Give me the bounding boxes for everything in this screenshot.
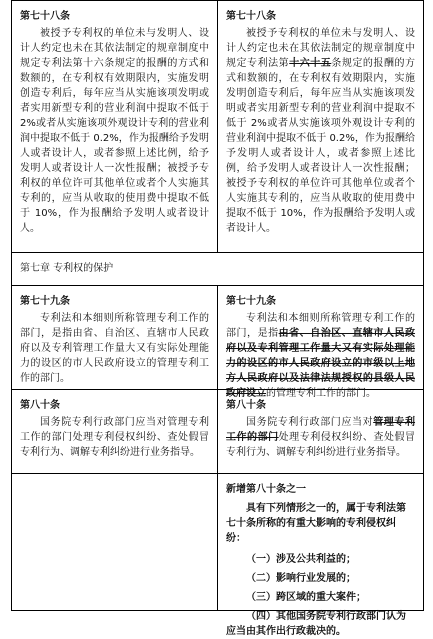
list-item: （一）涉及公共利益的； (246, 554, 356, 565)
comparison-table (11, 0, 424, 637)
deleted-text: 管理专利工作的部门 (226, 417, 416, 443)
deleted-text: 十六十五 (289, 58, 332, 69)
chapter-row (12, 253, 423, 286)
list-item: （四）其他国务院专利行政部门认为应当由其作出行政裁决的。 (226, 611, 406, 637)
article-body: 国务院专利行政部门应当对管理专利工作的部门处理专利侵权纠纷、查处假冒专利行为、调解专利纠纷进行业务指导。 (20, 417, 209, 458)
article-body (226, 415, 415, 460)
article-title: 第八十条 (20, 400, 60, 411)
article-title: 第七十八条 (226, 11, 276, 22)
chapter-heading (12, 253, 423, 285)
body-text: 处理专利侵权纠纷、查处假冒专利行为、调解专利纠纷进行业务指导。 (226, 432, 416, 458)
article-title: 第七十九条 (226, 296, 276, 307)
deleted-text: 由省、自治区、直辖市人民政府以及专利管理工作量大又有实际处理能力的设区的市人民政府设立的市级以上地方人民政府以及法律法规授权的县级人民政府设立 (226, 328, 416, 399)
list-item: （二）影响行业发展的； (246, 573, 356, 584)
table-row (12, 1, 423, 253)
revised-article-78 (218, 1, 423, 252)
original-empty-cell (12, 474, 218, 610)
table-row (12, 474, 423, 637)
article-body (226, 26, 415, 236)
body-text: 的管理专利工作的部门。 (266, 388, 376, 399)
chapter-title: 第七章 专利权的保护 (20, 263, 114, 274)
article-intro: 具有下列情形之一的，属于专利法第七十条所称的有重大影响的专利侵权纠纷： (226, 503, 406, 544)
article-body (226, 311, 415, 401)
list-item: （三）跨区域的重大案件； (246, 592, 366, 603)
body-text: 专利法和本细则所称管理专利工作的部门，是指 (226, 313, 415, 339)
body-text: 被授予专利权的单位未与发明人、设计人约定也未在其依法制定的规章制度中规定专利法第 (226, 28, 415, 69)
body-text: 条规定的报酬的方式和数额的，在专利权有效期限内，实施发明创造专利后，每年应当从实施该项发明或者实用新型专利的营业利润中提取不低于 2%或者从实施该项外观设计专利的营业利润中提取不低于 0.2%，作为报酬给予发明人或者设计人，或者参照上述比例，给予发明人或者设计人一次性报酬；被授予专利权的单位许可其他单位或者个人实施其专利的，应当从收取的使用费中提取不低于 10%，作为报酬给予发明人或者设计人。 (226, 58, 416, 234)
article-title: 新增第八十条之一 (226, 484, 306, 495)
article-body: 专利法和本细则所称管理专利工作的部门，是指由省、自治区、直辖市人民政府以及专利管理工作量大又有实际处理能力的设区的市人民政府设立的管理专利工作的部门。 (20, 313, 209, 384)
table-row (12, 390, 423, 474)
original-article-78 (12, 1, 218, 252)
article-title: 第八十条 (226, 400, 266, 411)
table-row (12, 286, 423, 399)
article-body: 被授予专利权的单位未与发明人、设计人约定也未在其依法制定的规章制度中规定专利法第十六条规定的报酬的方式和数额的，在专利权有效期限内，实施发明创造专利后，每年应当从实施该项发明或者实用新型专利的营业利润中提取不低于 2%或者从实施该项外观设计专利的营业利润中提取不低于 0.2%，作为报酬给予发明人或者设计人，或者参照上述比例，给予发明人或者设计人一次性报酬；被授予专利权的单位许可其他单位或者个人实施其专利的，应当从收取的使用费中提取不低于 10%，作为报酬给予发明人或者设计人。 (20, 28, 209, 234)
article-title: 第七十八条 (20, 11, 70, 22)
original-article-80 (12, 390, 218, 473)
revised-article-79 (218, 286, 423, 399)
article-title: 第七十九条 (20, 296, 70, 307)
new-article-80-1 (218, 474, 423, 637)
body-text: 国务院专利行政部门应当对 (246, 417, 374, 428)
revised-article-80 (218, 390, 423, 473)
original-article-79 (12, 286, 218, 389)
